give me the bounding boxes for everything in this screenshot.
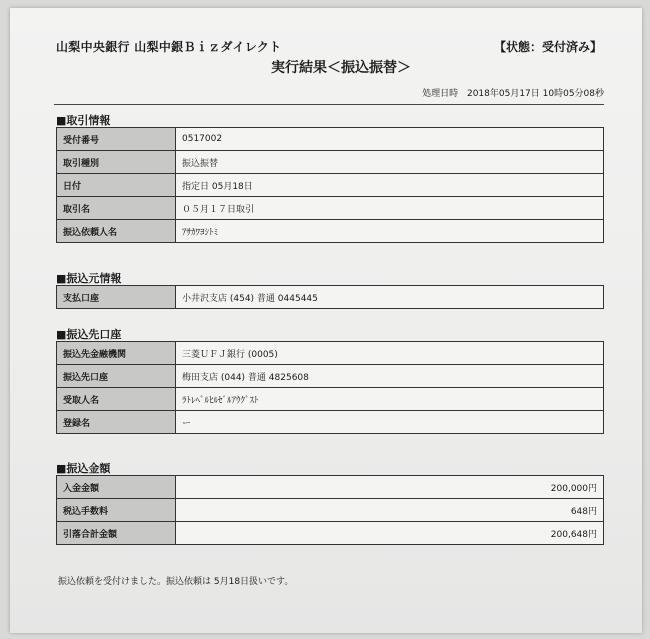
processed-value: 2018年05月17日 10時05分08秒 bbox=[466, 89, 604, 99]
table-row bbox=[57, 388, 604, 411]
footer-note: 振込依頼を受付けました。振込依頼は 5月18日扱いです。 bbox=[58, 577, 294, 587]
bank-name: 山梨中央銀行 山梨中銀Ｂｉｚダイレクト bbox=[56, 40, 282, 54]
row-value: 648円 bbox=[176, 499, 604, 522]
row-value: ０５月１７日取引 bbox=[176, 197, 604, 220]
row-label: 登録名 bbox=[57, 411, 176, 434]
header-divider bbox=[54, 104, 604, 105]
row-value: 梅田支店 (044) 普通 4825608 bbox=[176, 365, 604, 388]
table-row bbox=[57, 128, 604, 151]
table-row bbox=[57, 522, 604, 545]
table-row bbox=[57, 197, 604, 220]
row-label: 振込依頼人名 bbox=[57, 220, 176, 243]
row-label: 税込手数料 bbox=[57, 499, 176, 522]
amount-table bbox=[56, 475, 604, 545]
row-label: 入金金額 bbox=[57, 476, 176, 499]
row-value: 200,000円 bbox=[176, 476, 604, 499]
transaction-table bbox=[56, 127, 604, 243]
row-label: 取引名 bbox=[57, 197, 176, 220]
document-paper bbox=[10, 8, 642, 633]
status-badge: 【状態：受付済み】 bbox=[493, 40, 602, 54]
row-value: ー bbox=[176, 411, 604, 434]
row-value: ﾗﾄﾚﾍﾞﾙﾋﾙｾﾞﾙｱｳｸﾞｽﾄ bbox=[176, 388, 604, 411]
row-label: 取引種別 bbox=[57, 151, 176, 174]
row-value: 0517002 bbox=[176, 128, 604, 151]
row-label: 振込先口座 bbox=[57, 365, 176, 388]
destination-table bbox=[56, 341, 604, 434]
row-label: 振込先金融機関 bbox=[57, 342, 176, 365]
row-value: ｱｻｶﾜﾖｼﾄﾐ bbox=[176, 220, 604, 243]
table-row bbox=[57, 365, 604, 388]
section-heading-transaction: ■取引情報 bbox=[56, 114, 111, 127]
row-value: 指定日 05月18日 bbox=[176, 174, 604, 197]
row-label: 受取人名 bbox=[57, 388, 176, 411]
table-row bbox=[57, 476, 604, 499]
processed-datetime bbox=[416, 86, 604, 99]
row-value: 200,648円 bbox=[176, 522, 604, 545]
page-title: 実行結果＜振込振替＞ bbox=[271, 60, 411, 76]
table-row bbox=[57, 174, 604, 197]
row-label: 日付 bbox=[57, 174, 176, 197]
section-heading-destination: ■振込先口座 bbox=[56, 328, 122, 341]
row-label: 受付番号 bbox=[57, 128, 176, 151]
row-value: 三菱ＵＦＪ銀行 (0005) bbox=[176, 342, 604, 365]
table-row bbox=[57, 151, 604, 174]
table-row bbox=[57, 411, 604, 434]
row-label: 引落合計金額 bbox=[57, 522, 176, 545]
source-table bbox=[56, 285, 604, 309]
table-row bbox=[57, 499, 604, 522]
row-value: 小井沢支店 (454) 普通 0445445 bbox=[176, 286, 604, 309]
row-value: 振込振替 bbox=[176, 151, 604, 174]
section-heading-source: ■振込元情報 bbox=[56, 272, 122, 285]
section-heading-amount: ■振込金額 bbox=[56, 462, 111, 475]
row-label: 支払口座 bbox=[57, 286, 176, 309]
table-row bbox=[57, 220, 604, 243]
table-row bbox=[57, 342, 604, 365]
table-row bbox=[57, 286, 604, 309]
processed-label: 処理日時 bbox=[422, 89, 459, 99]
